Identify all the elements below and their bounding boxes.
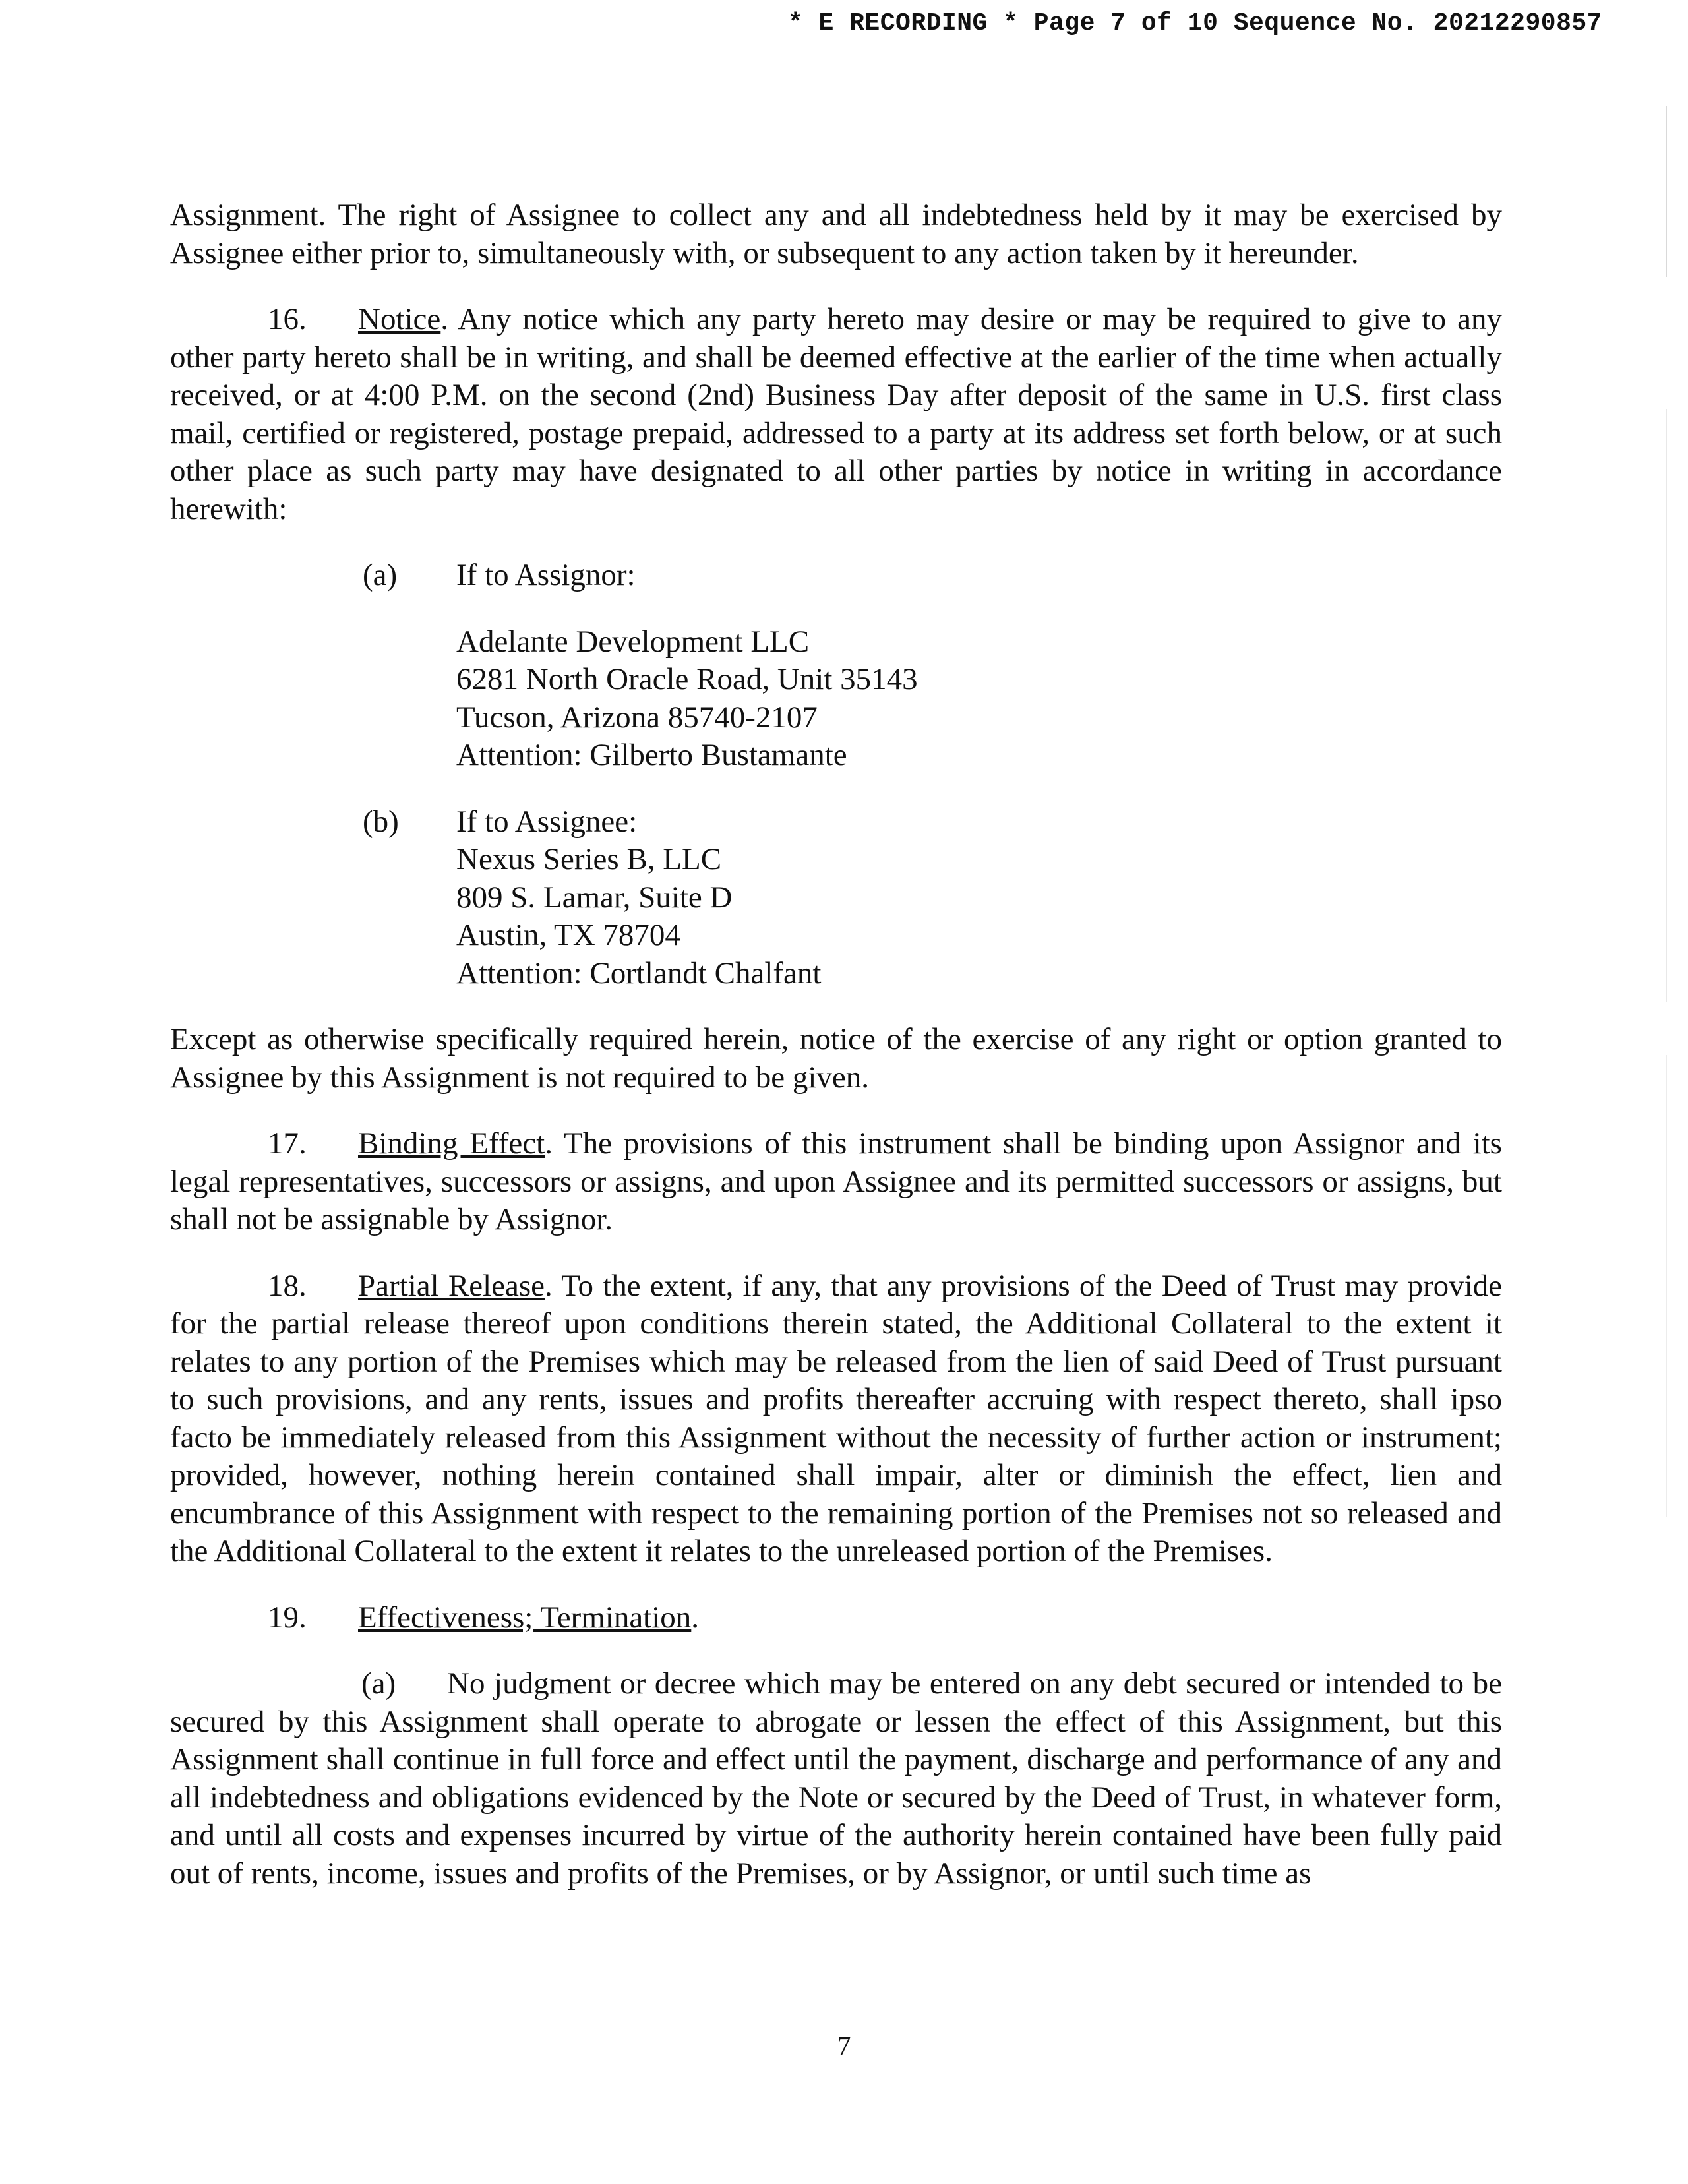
- address-b-name: Nexus Series B, LLC: [456, 842, 722, 876]
- section-17-number: 17.: [268, 1126, 307, 1161]
- section-19-sub-a-letter: (a): [361, 1666, 396, 1701]
- section-19-sub-a-text: No judgment or decree which may be entered on any debt secured or intended to be secured by this Assignment shall operate to abrogate or lessen the effect of this Assignment, but this Assignment shall continue in full force and effect until the payment, discharge and performance of any and all indebtedness and obligations evidenced by the Note or secured by the Deed of Trust, in whatever form, and until all costs and expenses incurred by virtue of the authority herein contained have been fully paid out of rents, income, issues and profits of the Premises, or by Assignor, or until such time as: [170, 1666, 1502, 1891]
- section-17: [170, 1125, 1502, 1239]
- intro-paragraph: Assignment. The right of Assignee to collect any and all indebtedness held by it may be exercised by Assignee either prior to, simultaneously with, or subsequent to any action taken by it hereunder.: [170, 198, 1502, 270]
- section-16-text: . Any notice which any party hereto may desire or may be required to give to any other party hereto shall be in writing, and shall be deemed effective at the earlier of the time when actually received, or at 4:00 P.M. on the second (2nd) Business Day after deposit of the same in U.S. first class mail, certified or registered, postage prepaid, addressed to a party at its address set forth below, or at such other place as such party may have designated to all other parties by notice in writing in accordance herewith:: [170, 302, 1502, 526]
- address-b-attention: Attention: Cortlandt Chalfant: [456, 956, 822, 990]
- section-18: [170, 1267, 1502, 1571]
- address-block-assignee: [170, 803, 1502, 993]
- section-16-heading: Notice: [358, 302, 441, 336]
- except-paragraph: Except as otherwise specifically required herein, notice of the exercise of any right or option granted to Assignee by this Assignment is not required to be given.: [170, 1022, 1502, 1095]
- page-number: 7: [837, 2032, 851, 2062]
- section-18-heading: Partial Release: [358, 1268, 545, 1303]
- section-19-heading: Effectiveness; Termination: [358, 1600, 692, 1635]
- address-b-letter: (b): [363, 804, 399, 839]
- address-a-name: Adelante Development LLC: [456, 624, 810, 659]
- section-18-number: 18.: [268, 1268, 307, 1303]
- address-b-label: If to Assignee:: [456, 804, 638, 839]
- section-17-text: . The provisions of this instrument shall be binding upon Assignor and its legal representatives, successors or assigns, and upon Assignee and its permitted successors or assigns, but shall not be assignable by Assignor.: [170, 1126, 1502, 1236]
- address-a-line1: 6281 North Oracle Road, Unit 35143: [456, 662, 918, 696]
- scan-margin-mark: [1666, 1055, 1667, 1517]
- document-body: [170, 197, 1502, 1893]
- section-17-heading: Binding Effect: [358, 1126, 545, 1161]
- address-b-line1: 809 S. Lamar, Suite D: [456, 880, 733, 915]
- recording-header: * E RECORDING * Page 7 of 10 Sequence No. 20212290857: [787, 9, 1602, 38]
- section-18-text: . To the extent, if any, that any provisions of the Deed of Trust may provide for the partial release thereof upon conditions therein stated, the Additional Collateral to the extent it relates to any portion of the Premises which may be released from the lien of said Deed of Trust pursuant to such provisions, and any rents, issues and profits thereafter accruing with respect thereto, shall ipso facto be immediately released from this Assignment without the necessity of further action or instrument; provided, however, nothing herein contained shall impair, alter or diminish the effect, lien and encumbrance of this Assignment with respect to the remaining portion of the Premises not so released and the Additional Collateral to the extent it relates to the unreleased portion of the Premises.: [170, 1268, 1503, 1568]
- section-16: [170, 301, 1502, 528]
- address-block-assignor: [170, 557, 1502, 775]
- address-a-attention: Attention: Gilberto Bustamante: [456, 738, 847, 772]
- address-a-label: If to Assignor:: [456, 558, 636, 592]
- address-a-letter: (a): [363, 558, 398, 592]
- section-19: [170, 1599, 1502, 1637]
- section-19-heading-suffix: .: [691, 1600, 700, 1635]
- scan-margin-mark: [1666, 409, 1667, 1002]
- section-19-subsection-a: [170, 1665, 1502, 1893]
- address-a-line2: Tucson, Arizona 85740-2107: [456, 700, 818, 735]
- section-16-number: 16.: [268, 302, 307, 336]
- scan-margin-mark: [1666, 106, 1667, 277]
- address-b-line2: Austin, TX 78704: [456, 918, 680, 952]
- section-19-number: 19.: [268, 1600, 307, 1635]
